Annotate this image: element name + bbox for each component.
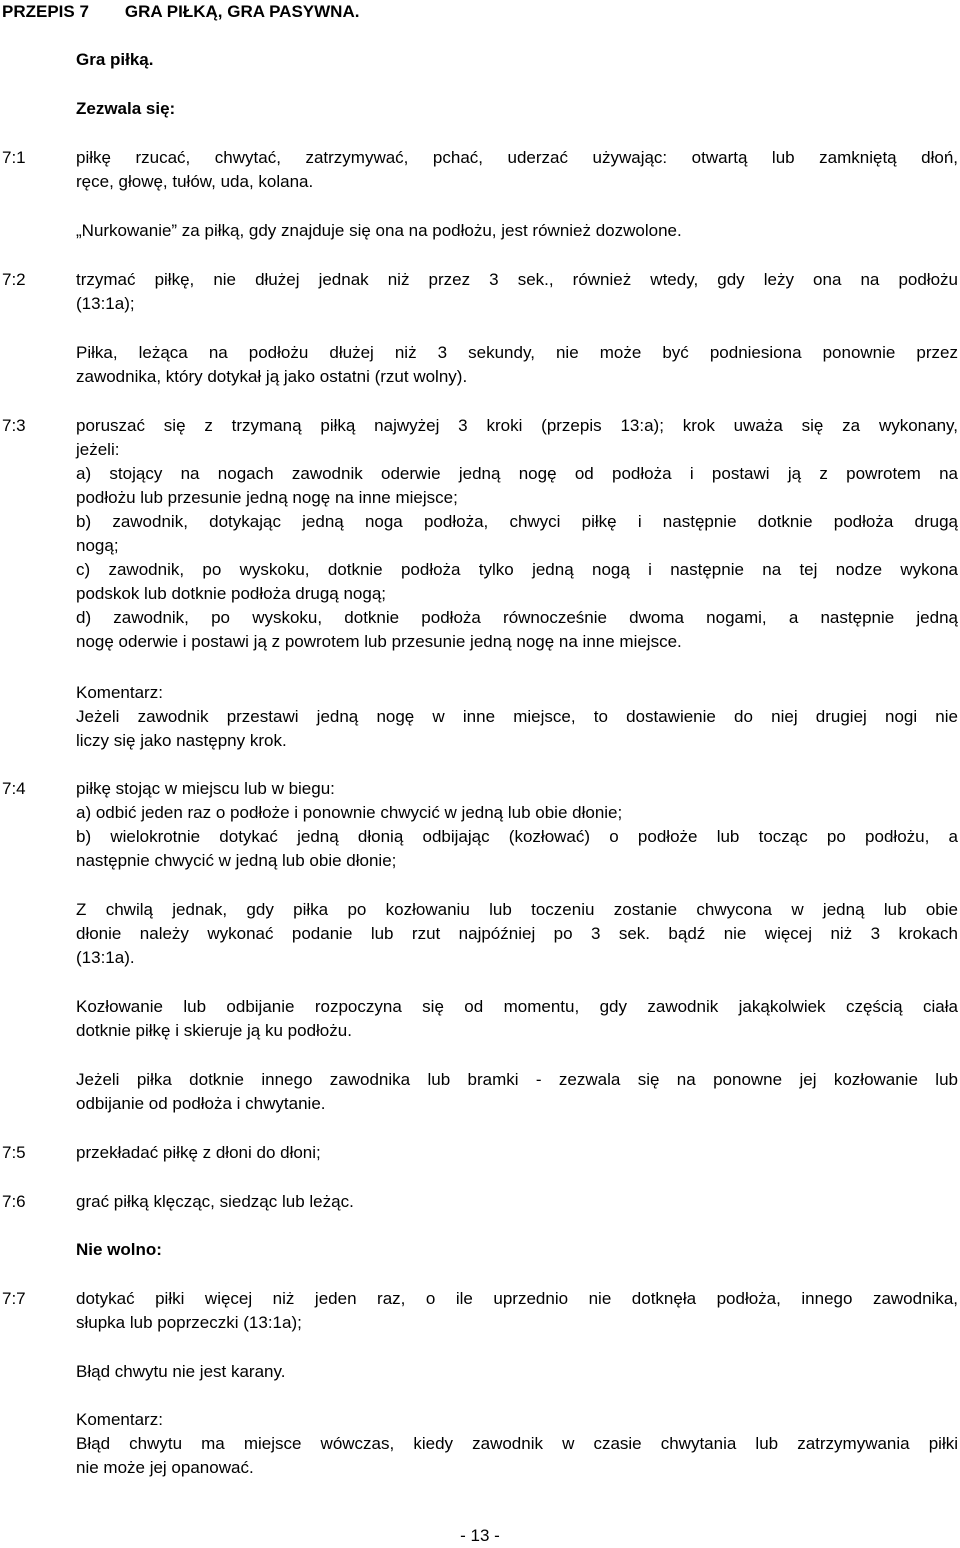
text-line: słupka lub poprzeczki (13:1a);: [76, 1313, 302, 1332]
rule-7-3-text: [76, 414, 958, 654]
rule-7-4-number: 7:4: [2, 779, 26, 798]
text-line: nie może jej opanować.: [76, 1458, 254, 1477]
rule-number: PRZEPIS 7: [2, 2, 89, 21]
rule-7-5-text: przekładać piłkę z dłoni do dłoni;: [76, 1143, 321, 1162]
rule-7-1-note: „Nurkowanie” za piłką, gdy znajduje się ona na podłożu, jest również dozwolone.: [76, 221, 682, 240]
text-line: dłonie należy wykonać podanie lub rzut najpóźniej po 3 sek. bądź nie więcej niż 3 krokach: [76, 924, 958, 943]
text-line: d) zawodnik, po wyskoku, dotknie podłoża równocześnie dwoma nogami, a następnie jedną: [76, 608, 958, 627]
text-line: następnie chwycić w jedną lub obie dłonie;: [76, 851, 397, 870]
comment-label: Komentarz:: [76, 683, 163, 702]
forbidden-heading: Nie wolno:: [76, 1240, 162, 1259]
text-line: poruszać się z trzymaną piłką najwyżej 3 kroki (przepis 13:a); krok uważa się za wykonany,: [76, 416, 958, 435]
text-line: piłkę stojąc w miejscu lub w biegu:: [76, 779, 335, 798]
rule-title: GRA PIŁKĄ, GRA PASYWNA.: [124, 2, 360, 21]
text-line: (13:1a);: [76, 294, 135, 313]
text-line: nogą;: [76, 536, 119, 555]
page-number: - 13 -: [460, 1526, 500, 1545]
text-line: nogę oderwie i postawi ją z powrotem lub przesunie jedną nogę na inne miejsce.: [76, 632, 682, 651]
text-line: trzymać piłkę, nie dłużej jednak niż przez 3 sek., również wtedy, gdy leży ona na podłożu: [76, 270, 958, 289]
text-line: Jeżeli piłka dotknie innego zawodnika lub bramki - zezwala się na ponowne jej kozłowanie lub: [76, 1070, 958, 1089]
rule-7-7-text: [76, 1287, 958, 1335]
rule-header: [2, 0, 359, 24]
section-title: Gra piłką.: [76, 50, 154, 69]
rule-7-1-number: 7:1: [2, 148, 26, 167]
text-line: ręce, głowę, tułów, uda, kolana.: [76, 172, 314, 191]
text-line: odbijanie od podłoża i chwytanie.: [76, 1094, 326, 1113]
text-line: Jeżeli zawodnik przestawi jedną nogę w inne miejsce, to dostawienie do niej drugiej nogi nie: [76, 707, 958, 726]
rule-7-4-paragraph-4: [76, 1068, 958, 1116]
text-line: zawodnika, który dotykał ją jako ostatni (rzut wolny).: [76, 367, 468, 386]
rule-7-7-comment: [76, 1408, 958, 1480]
text-line: podskok lub dotknie podłoża drugą nogą;: [76, 584, 387, 603]
rule-7-1-text: [76, 146, 958, 194]
text-line: piłkę rzucać, chwytać, zatrzymywać, pchać, uderzać używając: otwartą lub zamkniętą dłoń,: [76, 148, 958, 167]
text-line: liczy się jako następny krok.: [76, 731, 287, 750]
rule-7-7-paragraph: Błąd chwytu nie jest karany.: [76, 1362, 286, 1381]
text-line: Piłka, leżąca na podłożu dłużej niż 3 sekundy, nie może być podniesiona ponownie przez: [76, 343, 958, 362]
rule-7-4-paragraph-3: [76, 995, 958, 1043]
allowed-heading: Zezwala się:: [76, 99, 176, 118]
rule-7-4-paragraph-2: [76, 898, 958, 970]
rule-7-3-number: 7:3: [2, 416, 26, 435]
rule-7-2-number: 7:2: [2, 270, 26, 289]
text-line: jeżeli:: [76, 440, 120, 459]
text-line: Kozłowanie lub odbijanie rozpoczyna się od momentu, gdy zawodnik jakąkolwiek częścią ciała: [76, 997, 958, 1016]
text-line: podłożu lub przesunie jedną nogę na inne miejsce;: [76, 488, 458, 507]
rule-7-4-text: [76, 777, 958, 873]
text-line: a) stojący na nogach zawodnik oderwie jedną nogę od podłoża i postawi ją z powrotem na: [76, 464, 958, 483]
text-line: dotknie piłkę i skieruje ją ku podłożu.: [76, 1021, 352, 1040]
rule-7-7-number: 7:7: [2, 1289, 26, 1308]
rule-7-3-comment: [76, 681, 958, 753]
text-line: b) wielokrotnie dotykać jedną dłonią odbijając (kozłować) o podłoże lub tocząc po podłożu, a: [76, 827, 958, 846]
text-line: b) zawodnik, dotykając jedną noga podłoża, chwyci piłkę i następnie dotknie podłoża drugą: [76, 512, 958, 531]
text-line: (13:1a).: [76, 948, 135, 967]
text-line: Błąd chwytu ma miejsce wówczas, kiedy zawodnik w czasie chwytania lub zatrzymywania piłki: [76, 1434, 958, 1453]
rule-7-2-text: [76, 268, 958, 316]
text-line: c) zawodnik, po wyskoku, dotknie podłoża tylko jedną nogą i następnie na tej nodze wykona: [76, 560, 958, 579]
rule-7-6-text: grać piłką klęcząc, siedząc lub leżąc.: [76, 1192, 354, 1211]
comment-label: Komentarz:: [76, 1410, 163, 1429]
text-line: a) odbić jeden raz o podłoże i ponownie chwycić w jedną lub obie dłonie;: [76, 803, 623, 822]
rule-7-5-number: 7:5: [2, 1143, 26, 1162]
rule-7-2-paragraph: [76, 341, 958, 389]
text-line: dotykać piłki więcej niż jeden raz, o ile uprzednio nie dotknęła podłoża, innego zawodnika,: [76, 1289, 958, 1308]
rule-7-6-number: 7:6: [2, 1192, 26, 1211]
text-line: Z chwilą jednak, gdy piłka po kozłowaniu lub toczeniu zostanie chwycona w jedną lub obie: [76, 900, 958, 919]
